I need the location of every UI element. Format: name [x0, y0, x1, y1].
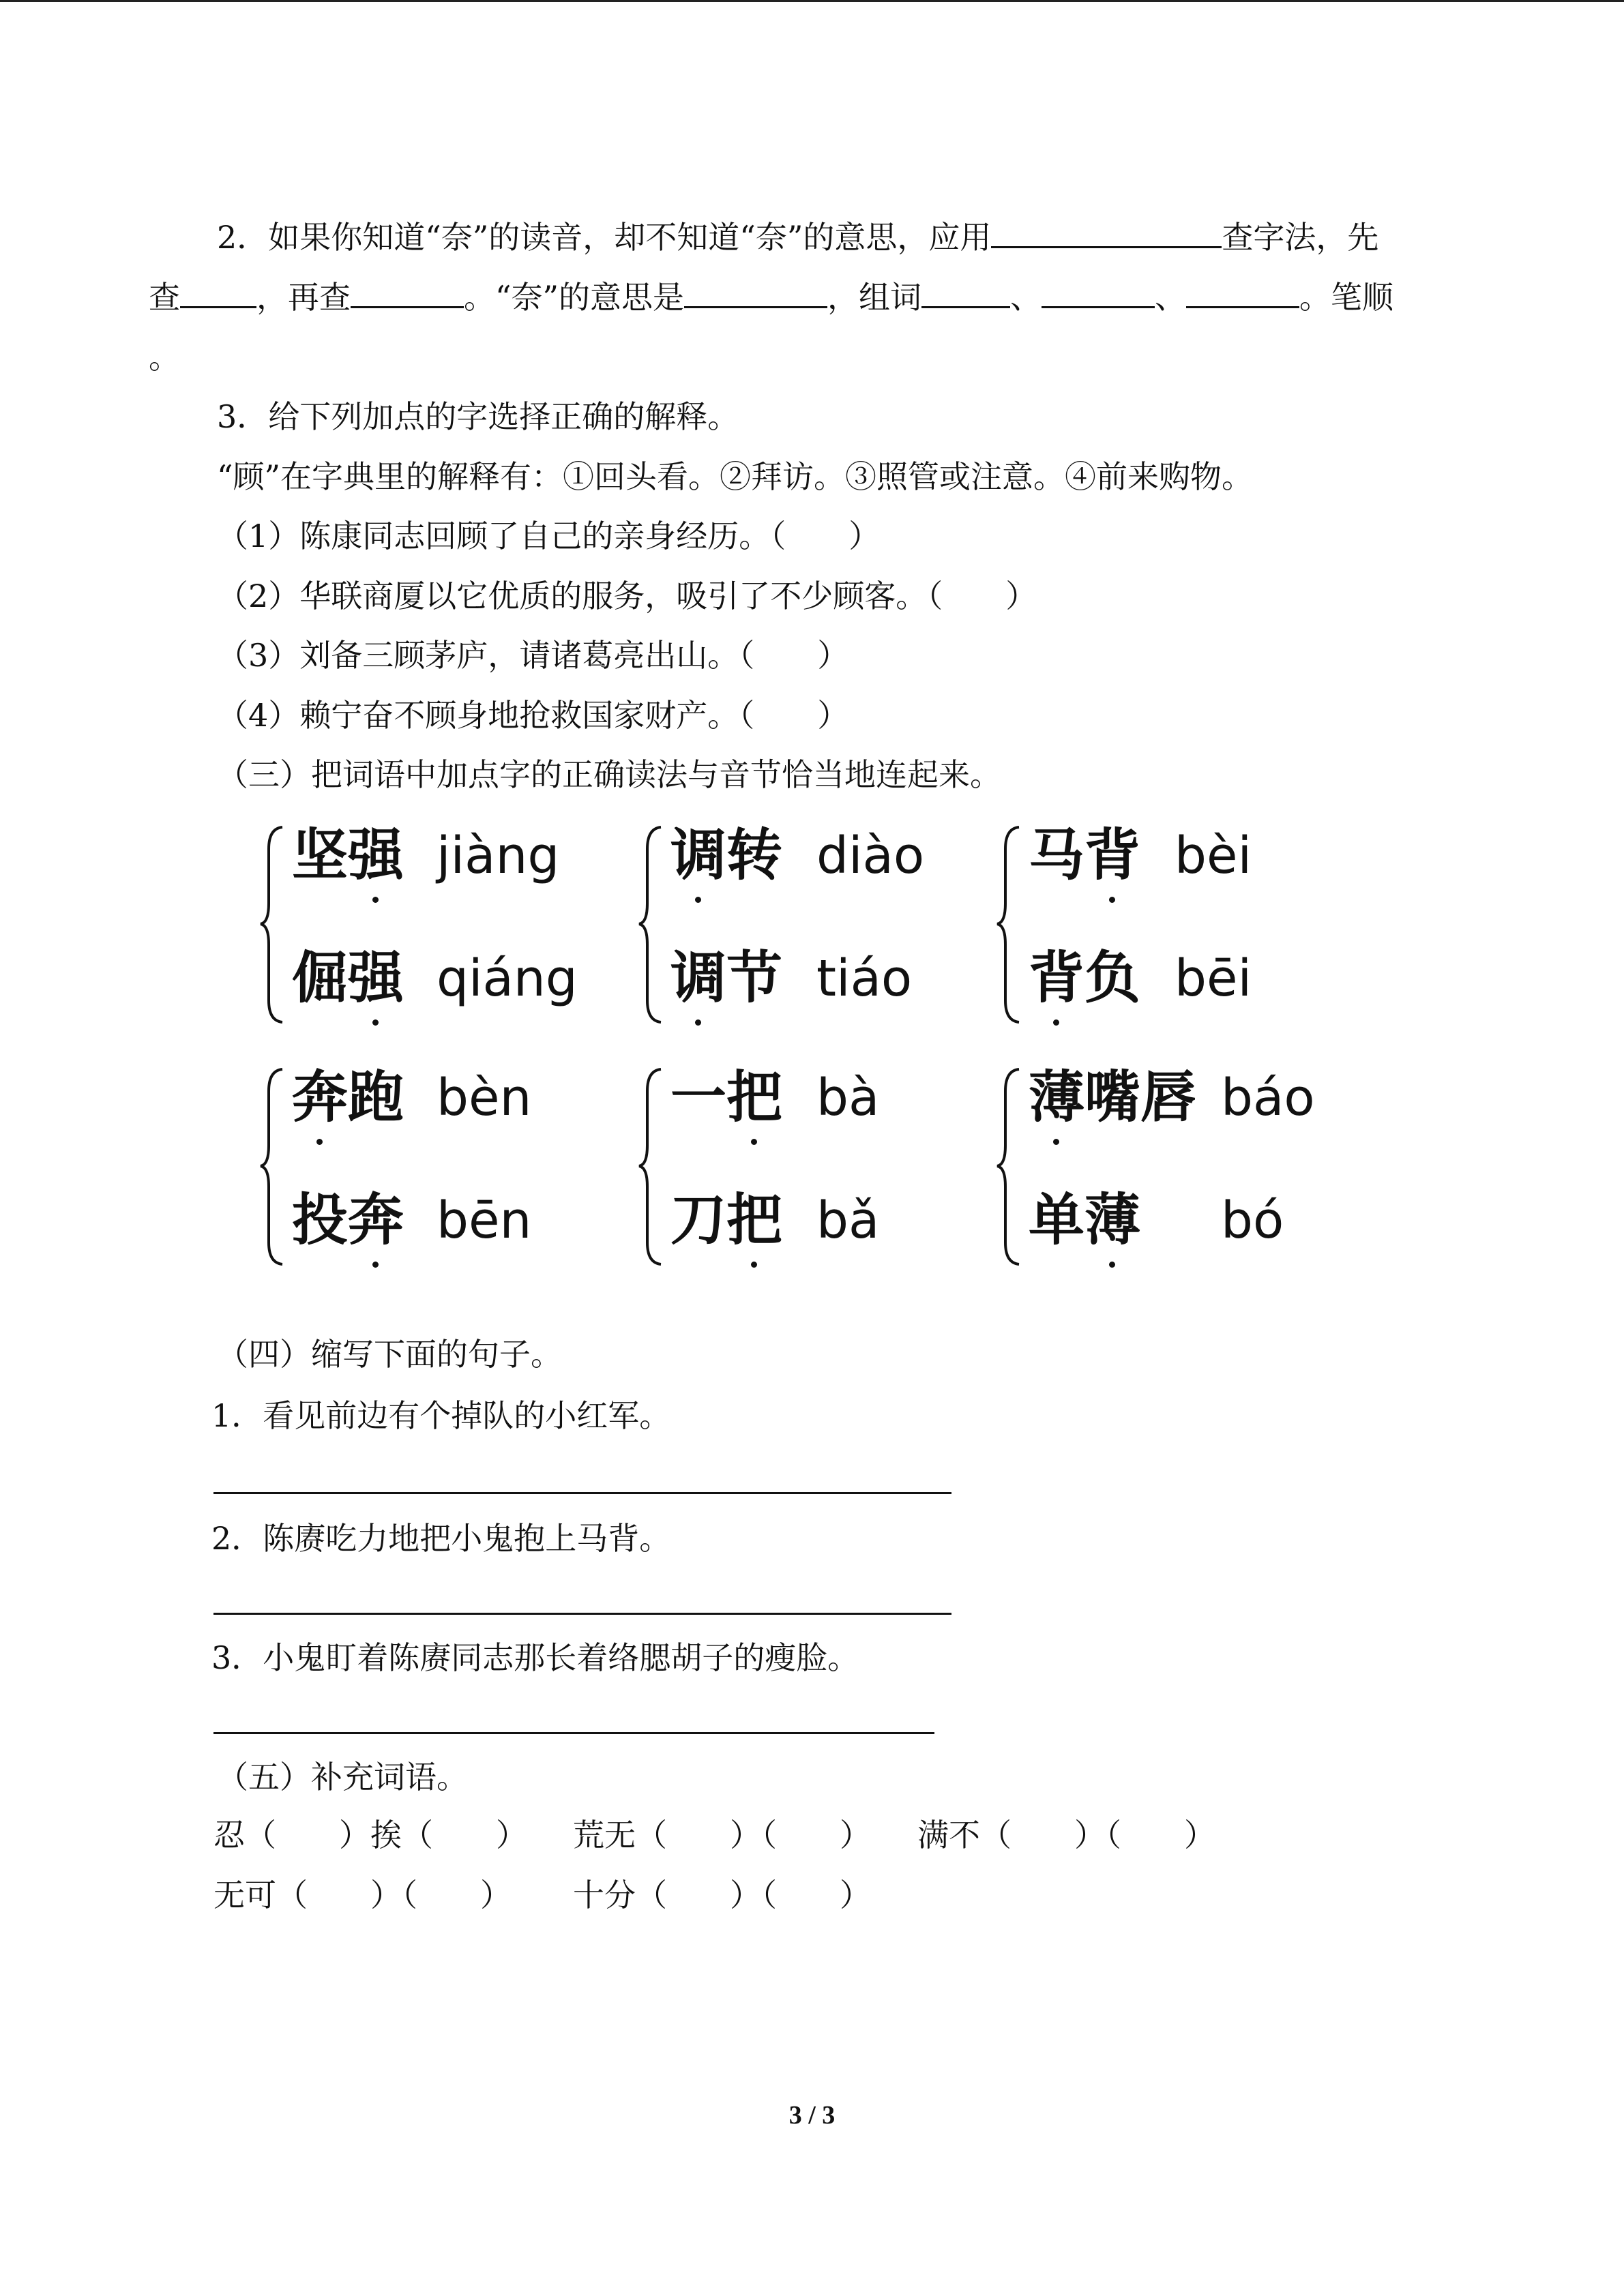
emphasis-dot	[1109, 1262, 1115, 1268]
blank-lookup-method[interactable]	[991, 215, 1222, 248]
match-group	[638, 1064, 1020, 1282]
emphasis-dot	[695, 897, 701, 903]
q2-text-b: 查字法，先	[1222, 219, 1379, 256]
blank-word-1[interactable]	[921, 275, 1010, 308]
q2-text-h: 、	[1155, 279, 1187, 316]
section4-item-3: 3．小鬼盯着陈赓同志那长着络腮胡子的瘦脸。	[211, 1639, 859, 1676]
q2-line-1	[217, 215, 1378, 258]
match-pinyin[interactable]: bǎ	[816, 1191, 880, 1250]
match-word[interactable]: 马背	[1029, 823, 1141, 888]
q2-text-g: 、	[1010, 279, 1042, 316]
blank-meaning[interactable]	[684, 275, 827, 308]
q2-text-c: 查	[149, 279, 180, 316]
match-word[interactable]: 一把	[670, 1065, 783, 1130]
brace-icon	[638, 1064, 665, 1268]
match-word[interactable]: 背负	[1029, 946, 1141, 1011]
emphasis-dot	[751, 1262, 757, 1268]
section4-item-2: 2．陈赓吃力地把小鬼抱上马背。	[211, 1520, 671, 1557]
brace-icon	[259, 1064, 286, 1268]
top-border	[0, 0, 1624, 2]
match-pinyin[interactable]: bēi	[1175, 949, 1252, 1008]
match-word[interactable]: 倔强	[292, 946, 404, 1011]
match-group	[259, 1064, 641, 1282]
emphasis-dot	[695, 1019, 701, 1026]
q3-item-3: （3）刘备三顾茅庐，请诸葛亮出山。（ ）	[217, 637, 849, 674]
q2-text-d: ，再查	[256, 279, 351, 316]
match-group	[996, 1064, 1378, 1282]
match-pinyin[interactable]: bó	[1221, 1191, 1284, 1250]
q2-line-3: 。	[149, 339, 180, 376]
q3-item-2: （2）华联商厦以它优质的服务，吸引了不少顾客。（ ）	[217, 578, 1037, 614]
q2-text-e: 。“奈”的意思是	[464, 279, 685, 316]
brace-icon	[996, 822, 1023, 1026]
brace-icon	[638, 822, 665, 1026]
match-word[interactable]: 单薄	[1029, 1188, 1141, 1253]
answer-line-3[interactable]	[213, 1732, 934, 1734]
brace-icon	[259, 822, 286, 1026]
page-number: 3 / 3	[788, 2101, 836, 2130]
q3-definitions: “顾”在字典里的解释有：①回头看。②拜访。③照管或注意。④前来购物。	[217, 458, 1254, 495]
match-group	[638, 822, 1020, 1040]
section5-title: （五）补充词语。	[217, 1759, 468, 1795]
match-pinyin[interactable]: bèn	[437, 1069, 532, 1127]
blank-first-lookup[interactable]	[180, 275, 256, 308]
match-word[interactable]: 坚强	[292, 823, 404, 888]
match-pinyin[interactable]: diào	[816, 826, 925, 885]
fill-word-1[interactable]: 忍（ ）挨（ ）	[213, 1817, 527, 1853]
match-pinyin[interactable]: jiàng	[437, 826, 560, 885]
emphasis-dot	[372, 897, 379, 903]
q3-item-4: （4）赖宁奋不顾身地抢救国家财产。（ ）	[217, 697, 849, 734]
fill-word-4[interactable]: 无可（ ）（ ）	[213, 1877, 512, 1913]
match-group	[996, 822, 1378, 1040]
q3-title: 3．给下列加点的字选择正确的解释。	[217, 398, 739, 435]
answer-line-2[interactable]	[213, 1613, 951, 1615]
emphasis-dot	[372, 1019, 379, 1026]
match-pinyin[interactable]: bēn	[437, 1191, 532, 1250]
blank-second-lookup[interactable]	[351, 275, 464, 308]
brace-icon	[996, 1064, 1023, 1268]
fill-word-5[interactable]: 十分（ ）（ ）	[573, 1877, 871, 1913]
emphasis-dot	[316, 1139, 323, 1145]
blank-word-3[interactable]	[1186, 275, 1299, 308]
section4-title: （四）缩写下面的句子。	[217, 1336, 562, 1373]
match-pinyin[interactable]: bà	[816, 1069, 880, 1127]
section3-title: （三）把词语中加点字的正确读法与音节恰当地连起来。	[217, 756, 1001, 793]
emphasis-dot	[1053, 1019, 1059, 1026]
match-word[interactable]: 投奔	[292, 1188, 404, 1253]
emphasis-dot	[372, 1262, 379, 1268]
match-pinyin[interactable]: bèi	[1175, 826, 1252, 885]
q2-text-i: 。笔顺	[1299, 279, 1394, 316]
match-word[interactable]: 奔跑	[292, 1065, 404, 1130]
match-word[interactable]: 调节	[670, 946, 783, 1011]
emphasis-dot	[1109, 897, 1115, 903]
fill-word-3[interactable]: 满不（ ）（ ）	[917, 1817, 1215, 1853]
match-word[interactable]: 刀把	[670, 1188, 783, 1253]
section4-item-1: 1．看见前边有个掉队的小红军。	[211, 1397, 671, 1434]
q2-line-2	[149, 275, 1393, 318]
q2-text-f: ，组词	[827, 279, 922, 316]
emphasis-dot	[751, 1139, 757, 1145]
match-pinyin[interactable]: tiáo	[816, 949, 913, 1008]
match-pinyin[interactable]: báo	[1221, 1069, 1315, 1127]
fill-word-2[interactable]: 荒无（ ）（ ）	[573, 1817, 871, 1853]
match-group	[259, 822, 641, 1040]
q3-item-1: （1）陈康同志回顾了自己的亲身经历。（ ）	[217, 518, 881, 554]
q2-text-a: 2．如果你知道“奈”的读音，却不知道“奈”的意思，应用	[217, 219, 992, 256]
match-word[interactable]: 薄嘴唇	[1029, 1065, 1197, 1130]
answer-line-1[interactable]	[213, 1492, 951, 1494]
match-word[interactable]: 调转	[670, 823, 783, 888]
blank-word-2[interactable]	[1042, 275, 1155, 308]
match-pinyin[interactable]: qiáng	[437, 949, 578, 1008]
emphasis-dot	[1053, 1139, 1059, 1145]
